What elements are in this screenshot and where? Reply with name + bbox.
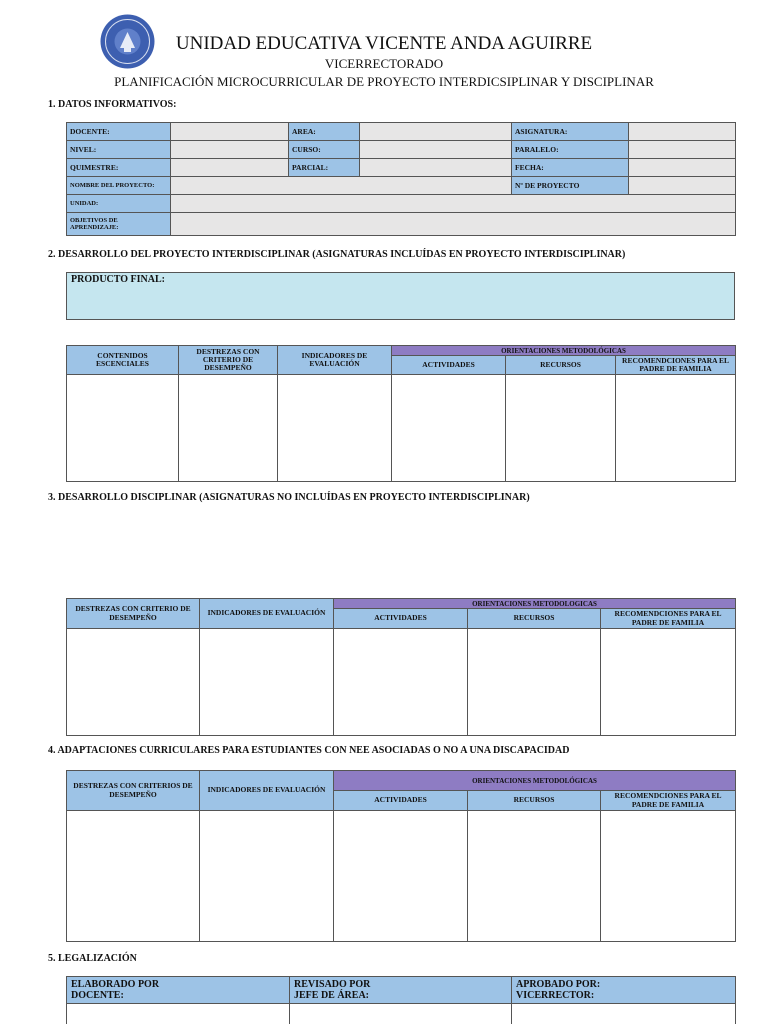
a-col-recursos-header: RECURSOS [468, 791, 601, 811]
section-1-title: 1. DATOS INFORMATIVOS: [48, 99, 177, 110]
a-actividades-cell[interactable] [334, 811, 468, 942]
aprobado-header [512, 977, 736, 1004]
col-destrezas-header: DESTREZAS CON CRITERIO DE DESEMPEÑO [179, 346, 278, 375]
orientaciones-header: ORIENTACIONES METODOLÓGICAS [392, 346, 736, 356]
fecha-label: FECHA: [512, 159, 629, 177]
num-proyecto-field[interactable] [629, 177, 736, 195]
asignatura-field[interactable] [629, 123, 736, 141]
datos-informativos-table [66, 122, 736, 236]
unidad-field[interactable] [171, 195, 736, 213]
a-col-indicadores-header: INDICADORES DE EVALUACIÓN [200, 771, 334, 811]
a-destrezas-cell[interactable] [67, 811, 200, 942]
section-4-title: 4. ADAPTACIONES CURRICULARES PARA ESTUDIANTES CON NEE ASOCIADAS O NO A UNA DISCAPACIDAD [48, 745, 570, 756]
recursos-cell[interactable] [506, 375, 616, 482]
a-col-destrezas-header: DESTREZAS CON CRITERIOS DE DESEMPEÑO [67, 771, 200, 811]
legalizacion-table [66, 976, 736, 1024]
col-indicadores-header: INDICADORES DE EVALUACIÓN [278, 346, 392, 375]
d-col-indicadores-header: INDICADORES DE EVALUACIÓN [200, 599, 334, 629]
producto-final-label: PRODUCTO FINAL: [71, 274, 165, 285]
quimestre-field[interactable] [171, 159, 289, 177]
producto-final-box[interactable] [66, 272, 735, 320]
d-orientaciones-header: ORIENTACIONES METODOLOGICAS [334, 599, 736, 609]
col-recursos-header: RECURSOS [506, 356, 616, 375]
revisado-label: REVISADO POR [294, 979, 371, 990]
objetivos-field[interactable] [171, 213, 736, 236]
d-indicadores-cell[interactable] [200, 629, 334, 736]
d-col-recomendaciones-header: RECOMENDCIONES PARA EL PADRE DE FAMILIA [601, 609, 736, 629]
aprobado-role: VICERRECTOR: [516, 990, 595, 1001]
d-recomendaciones-cell[interactable] [601, 629, 736, 736]
actividades-cell[interactable] [392, 375, 506, 482]
section-2-title: 2. DESARROLLO DEL PROYECTO INTERDISCIPLINAR (ASIGNATURAS INCLUÍDAS EN PROYECTO INTERDISCIPLINAR) [48, 249, 626, 260]
nombre-proyecto-field[interactable] [171, 177, 512, 195]
col-actividades-header: ACTIVIDADES [392, 356, 506, 375]
aprobado-signature-cell[interactable] [512, 1004, 736, 1024]
d-col-destrezas-header: DESTREZAS CON CRITERIO DE DESEMPEÑO [67, 599, 200, 629]
section-3-title: 3. DESARROLLO DISCIPLINAR (ASIGNATURAS NO INCLUÍDAS EN PROYECTO INTERDISCIPLINAR) [48, 492, 530, 503]
objetivos-label: OBJETIVOS DE APRENDIZAJE: [67, 213, 171, 236]
destrezas-cell[interactable] [179, 375, 278, 482]
area-label: AREA: [289, 123, 360, 141]
asignatura-label: ASIGNATURA: [512, 123, 629, 141]
parcial-field[interactable] [360, 159, 512, 177]
d-actividades-cell[interactable] [334, 629, 468, 736]
indicadores-cell[interactable] [278, 375, 392, 482]
nivel-field[interactable] [171, 141, 289, 159]
quimestre-label: QUIMESTRE: [67, 159, 171, 177]
d-destrezas-cell[interactable] [67, 629, 200, 736]
col-recomendaciones-header: RECOMENDCIONES PARA EL PADRE DE FAMILIA [616, 356, 736, 375]
unidad-label: UNIDAD: [67, 195, 171, 213]
a-recursos-cell[interactable] [468, 811, 601, 942]
nombre-proyecto-label: NOMBRE DEL PROYECTO: [67, 177, 171, 195]
docente-field[interactable] [171, 123, 289, 141]
section-5-title: 5. LEGALIZACIÓN [48, 953, 137, 964]
fecha-field[interactable] [629, 159, 736, 177]
school-name: UNIDAD EDUCATIVA VICENTE ANDA AGUIRRE [175, 33, 593, 54]
document-title: PLANIFICACIÓN MICROCURRICULAR DE PROYECTO INTERDICSIPLINAR Y DISCIPLINAR [114, 74, 654, 89]
contenidos-cell[interactable] [67, 375, 179, 482]
a-orientaciones-header: ORIENTACIONES METODOLÓGICAS [334, 771, 736, 791]
a-indicadores-cell[interactable] [200, 811, 334, 942]
d-recursos-cell[interactable] [468, 629, 601, 736]
col-contenidos-header: CONTENIDOS ESCENCIALES [67, 346, 179, 375]
office-name: VICERRECTORADO [324, 56, 444, 71]
parcial-label: PARCIAL: [289, 159, 360, 177]
paralelo-label: PARALELO: [512, 141, 629, 159]
a-col-recomendaciones-header: RECOMENDCIONES PARA EL PADRE DE FAMILIA [601, 791, 736, 811]
curso-label: CURSO: [289, 141, 360, 159]
recomendaciones-cell[interactable] [616, 375, 736, 482]
aprobado-label: APROBADO POR: [516, 979, 601, 990]
docente-label: DOCENTE: [67, 123, 171, 141]
a-recomendaciones-cell[interactable] [601, 811, 736, 942]
a-col-actividades-header: ACTIVIDADES [334, 791, 468, 811]
revisado-signature-cell[interactable] [290, 1004, 512, 1024]
paralelo-field[interactable] [629, 141, 736, 159]
area-field[interactable] [360, 123, 512, 141]
d-col-recursos-header: RECURSOS [468, 609, 601, 629]
revisado-role: JEFE DE ÁREA: [294, 990, 370, 1001]
nivel-label: NIVEL: [67, 141, 171, 159]
elaborado-label: ELABORADO POR [71, 979, 160, 990]
interdisciplinar-table [66, 345, 736, 482]
disciplinar-table [66, 598, 736, 736]
curso-field[interactable] [360, 141, 512, 159]
d-col-actividades-header: ACTIVIDADES [334, 609, 468, 629]
num-proyecto-label: Nº DE PROYECTO [512, 177, 629, 195]
elaborado-role: DOCENTE: [71, 990, 124, 1001]
elaborado-header [67, 977, 290, 1004]
elaborado-signature-cell[interactable] [67, 1004, 290, 1024]
adaptaciones-table [66, 770, 736, 942]
revisado-header [290, 977, 512, 1004]
